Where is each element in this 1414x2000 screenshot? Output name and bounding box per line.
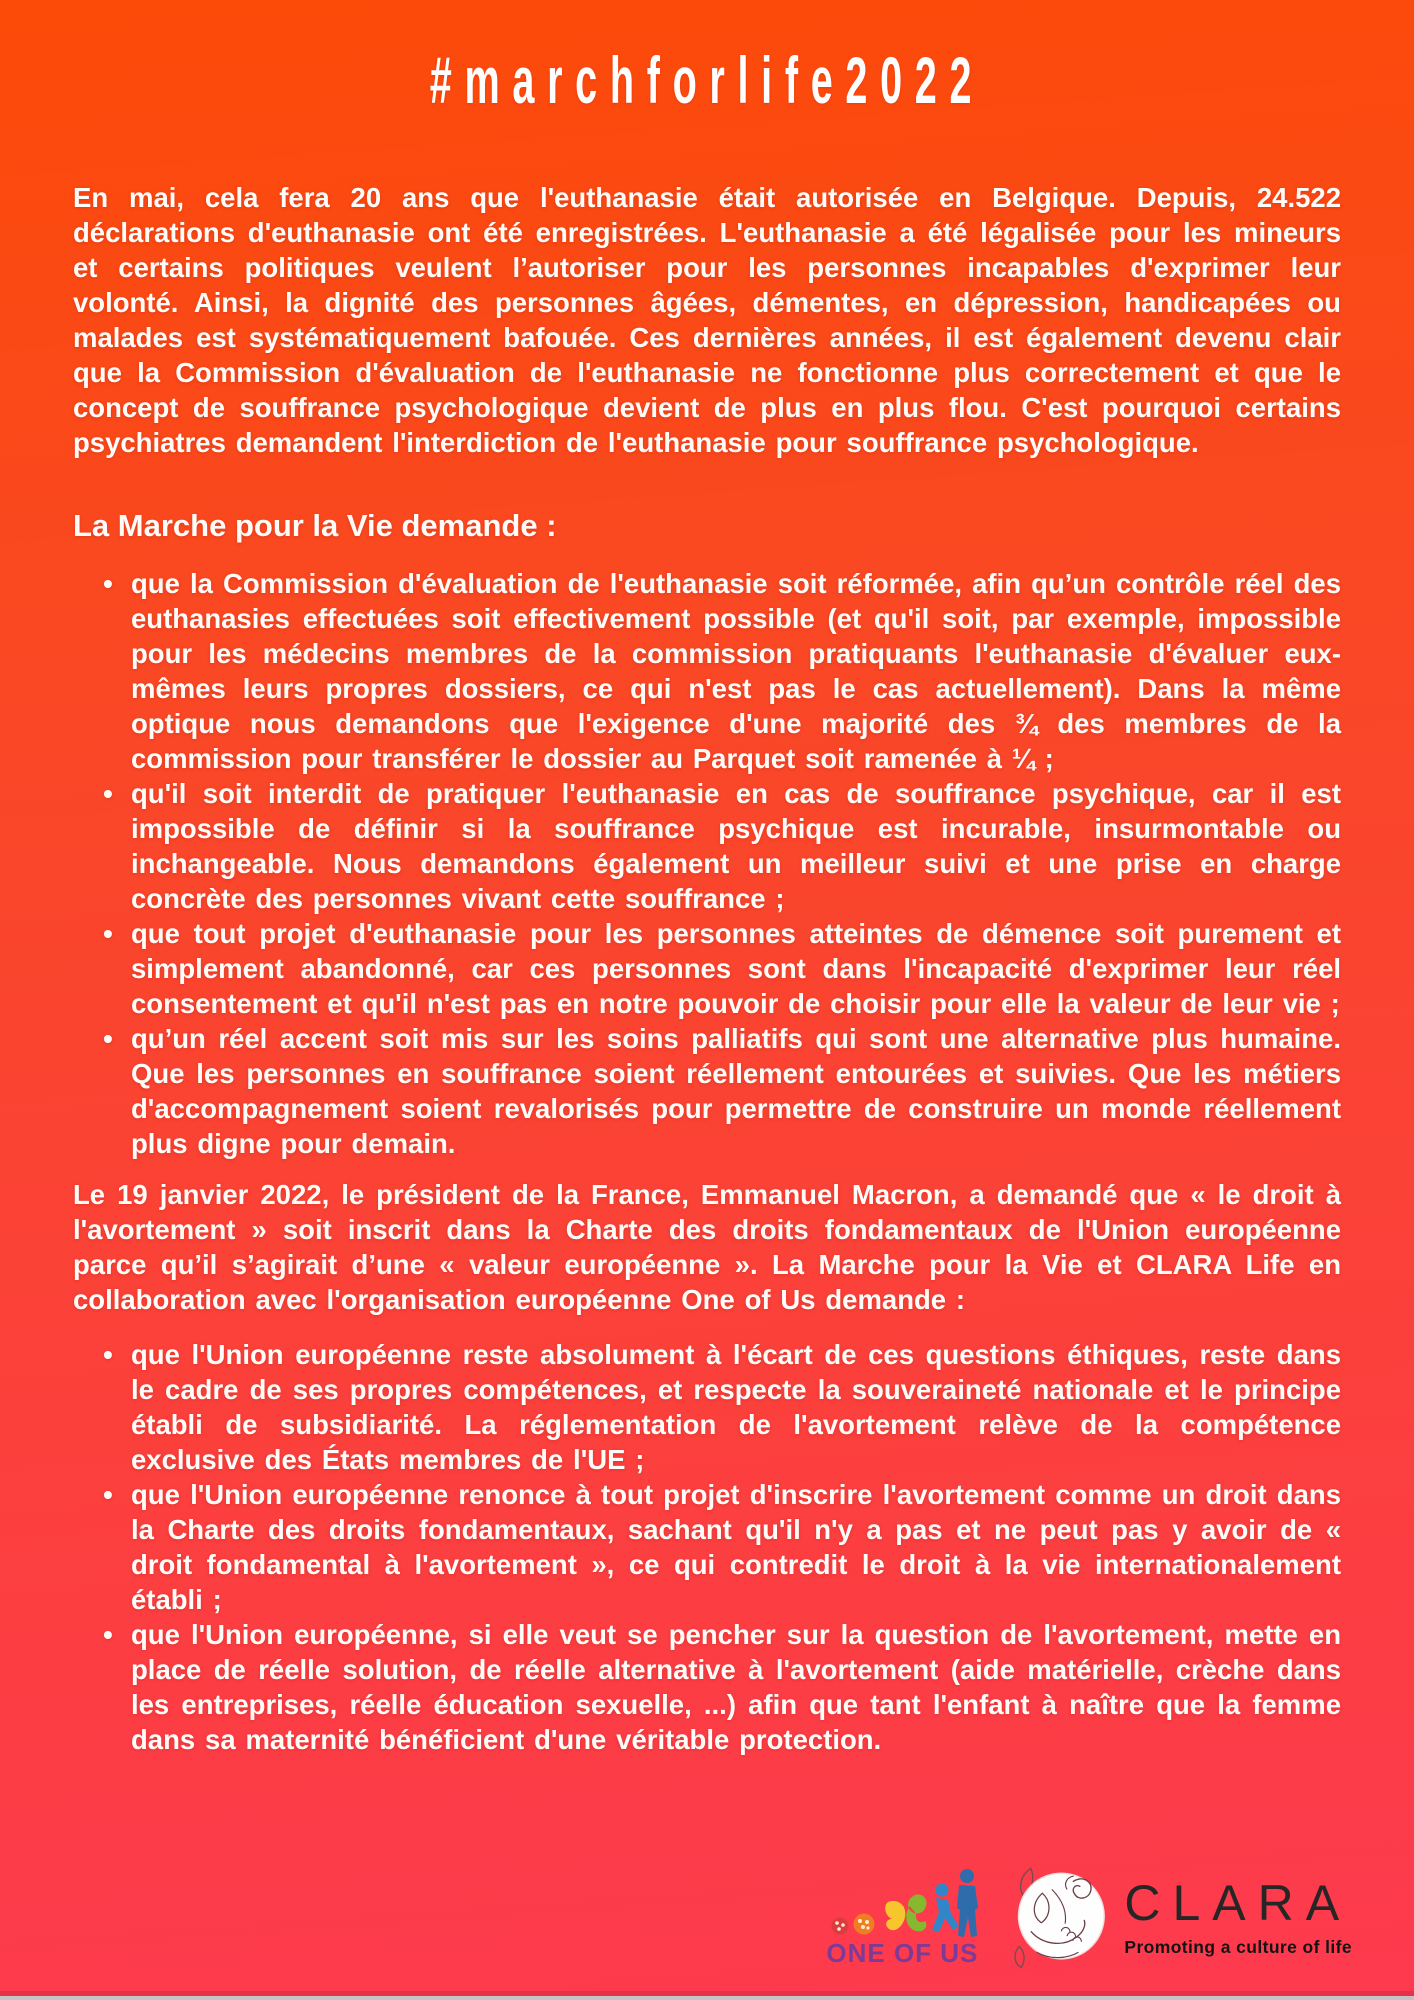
demands-list-eu: [73, 1337, 1341, 1757]
demands-list-euthanasia: [73, 566, 1341, 1161]
footer-strip-gray: [0, 1996, 1414, 2000]
clara-tagline: Promoting a culture of life: [1124, 1936, 1352, 1957]
demand-item: • qu'il soit interdit de pratiquer l'euthanasie en cas de souffrance psychique, car il est impossible de définir si la souffrance psychique est incurable, insurmontable ou inchangeable. Nous demandons également un meilleur suivi et une prise en charge concrète des personnes vivant cette souffrance ;: [73, 776, 1341, 916]
demands-heading: La Marche pour la Vie demande :: [73, 508, 557, 543]
page-title: #marchforlife2022: [429, 43, 985, 117]
clara-text-block: [1124, 1874, 1352, 1958]
one-of-us-wordmark: ONE OF US: [826, 1937, 979, 1968]
demand-item: • que l'Union européenne reste absolument à l'écart de ces questions éthiques, reste dans le cadre de ses propres compétences, et respecte la souveraineté nationale et le principe établi de subsidiarité. La réglementation de l'avortement relève de la compétence exclusive des États membres de l'UE ;: [73, 1337, 1341, 1477]
demand-item: • que l'Union européenne, si elle veut se pencher sur la question de l'avortement, mette en place de réelle solution, de réelle alternative à l'avortement (aide matérielle, crèche dans les entreprises, réelle éducation sexuelle, ...) afin que tant l'enfant à naître que la femme dans sa maternité bénéficient d'une véritable protection.: [73, 1617, 1341, 1757]
one-of-us-evolution-icon: [826, 1866, 978, 1948]
one-of-us-logo: [826, 1866, 978, 1969]
macron-paragraph: Le 19 janvier 2022, le président de la France, Emmanuel Macron, a demandé que « le droit à l'avortement » soit inscrit dans la Charte des droits fondamentaux de l'Union européenne parce qu’il s’agirait d’une « valeur européenne ». La Marche pour la Vie et CLARA Life en collaboration avec l'organisation européenne One of Us demande :: [73, 1179, 1341, 1315]
demand-item: • que tout projet d'euthanasie pour les personnes atteintes de démence soit purement et simplement abandonné, car ces personnes sont dans l'incapacité d'exprimer leur réel consentement et qu'il n'est pas en notre pouvoir de choisir pour elle la valeur de leur vie ;: [73, 916, 1341, 1021]
intro-paragraph: En mai, cela fera 20 ans que l'euthanasie était autorisée en Belgique. Depuis, 24.522 déclarations d'euthanasie ont été enregistrées. L'euthanasie a été légalisée pour les mineurs et certains politiques veulent l’autoriser pour les personnes incapables d'exprimer leur volonté. Ainsi, la dignité des personnes âgées, démentes, en dépression, handicapées ou malades est systématiquement bafouée. Ces dernières années, il est également devenu clair que la Commission d'évaluation de l'euthanasie ne fonctionne plus correctement et que le concept de souffrance psychologique devient de plus en plus flou. C'est pourquoi certains psychiatres demandent l'interdiction de l'euthanasie pour souffrance psychologique.: [73, 182, 1341, 458]
demand-item: • que l'Union européenne renonce à tout projet d'inscrire l'avortement comme un droit dans la Charte des droits fondamentaux, sachant qu'il n'y a pas et ne peut pas y avoir de « droit fondamental à l'avortement », ce qui contredit le droit à la vie internationalement établi ;: [73, 1477, 1341, 1617]
logo-row: [826, 1860, 1352, 1974]
demand-item: • que la Commission d'évaluation de l'euthanasie soit réformée, afin qu’un contrôle réel des euthanasies effectuées soit effectivement possible (et qu'il soit, par exemple, impossible pour les médecins membres de la commission pratiquants l'euthanasie d'évaluer eux-mêmes leurs propres dossiers, ce qui n'est pas le cas actuellement). Dans la même optique nous demandons que l'exigence d'une majorité des ¾ des membres de la commission pour transférer le dossier au Parquet soit ramenée à ¼ ;: [73, 566, 1341, 776]
demand-item: • qu’un réel accent soit mis sur les soins palliatifs qui sont une alternative plus humaine. Que les personnes en souffrance soient réellement entourées et suivies. Que les métiers d'accompagnement soient revalorisés pour permettre de construire un monde réellement plus digne pour demain.: [73, 1021, 1341, 1161]
clara-wordmark: CLARA: [1124, 1874, 1352, 1931]
clara-logo: [1008, 1860, 1352, 1974]
clara-hand-rose-icon: [1008, 1860, 1108, 1974]
